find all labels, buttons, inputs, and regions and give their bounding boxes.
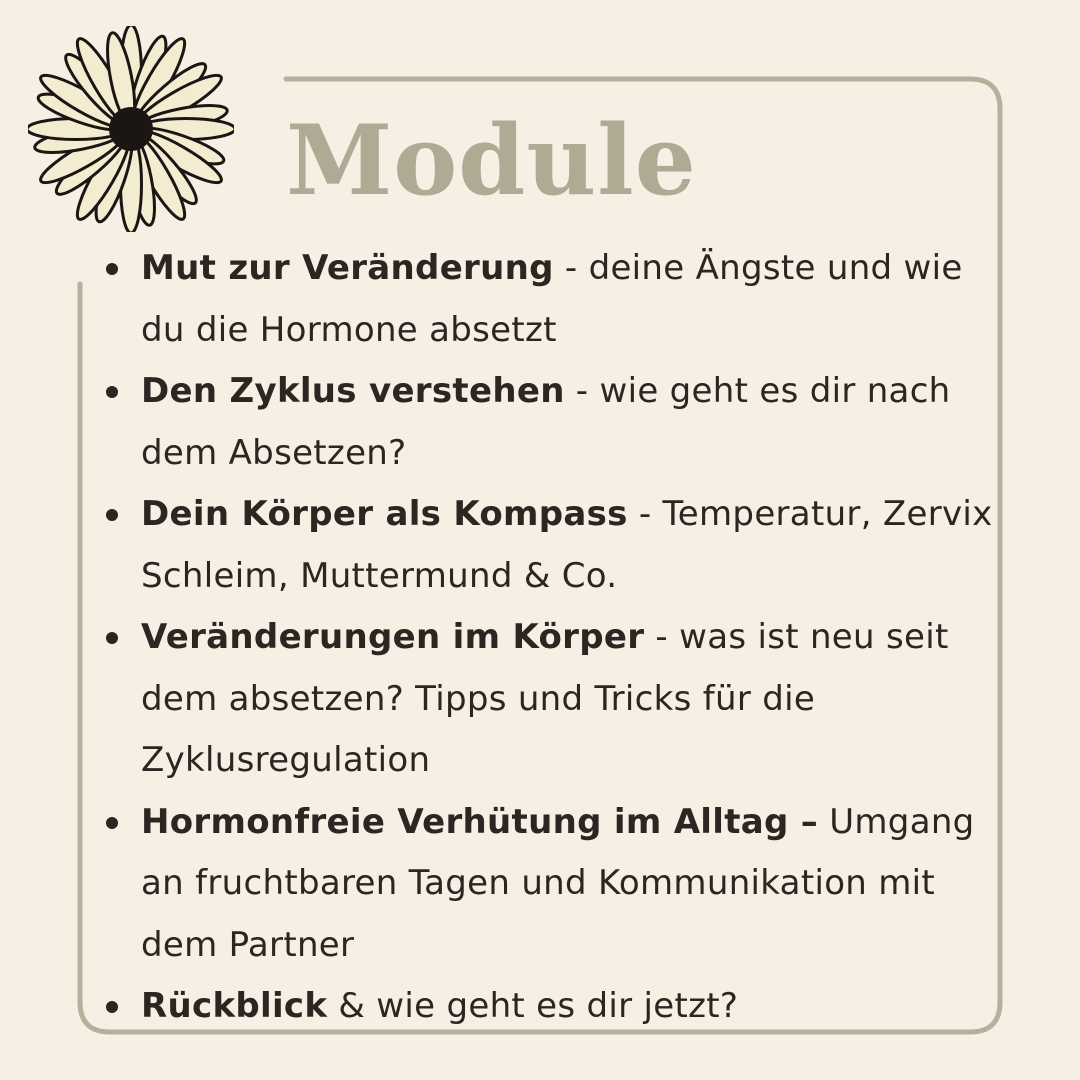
daisy-icon	[28, 26, 234, 232]
module-item	[106, 484, 1006, 607]
module-description: Umgang an fruchtbaren Tagen und Kommunikation mit dem Partner	[141, 801, 975, 965]
module-description: - deine Ängste und wie du die Hormone absetzt	[141, 248, 963, 350]
module-item	[106, 976, 1006, 1038]
module-title: Mut zur Veränderung	[141, 248, 554, 288]
page-title: Module	[286, 104, 697, 217]
module-item	[106, 238, 1006, 361]
module-item	[106, 607, 1006, 792]
daisy-center	[109, 107, 153, 151]
module-description: - was ist neu seit dem absetzen? Tipps und Tricks für die Zyklusregulation	[141, 617, 949, 780]
module-title: Dein Körper als Kompass	[141, 494, 628, 534]
module-title: Rückblick	[141, 986, 328, 1026]
module-title: Den Zyklus verstehen	[141, 371, 565, 411]
module-item	[106, 361, 1006, 484]
module-description: - wie geht es dir nach dem Absetzen?	[141, 371, 951, 473]
module-title: Veränderungen im Körper	[141, 617, 645, 657]
module-list	[106, 238, 1006, 1038]
module-title: Hormonfreie Verhütung im Alltag –	[141, 801, 819, 842]
module-item	[106, 792, 1006, 977]
module-description: - Temperatur, Zervix Schleim, Muttermund & Co.	[141, 494, 993, 596]
module-description: & wie geht es dir jetzt?	[327, 986, 739, 1026]
